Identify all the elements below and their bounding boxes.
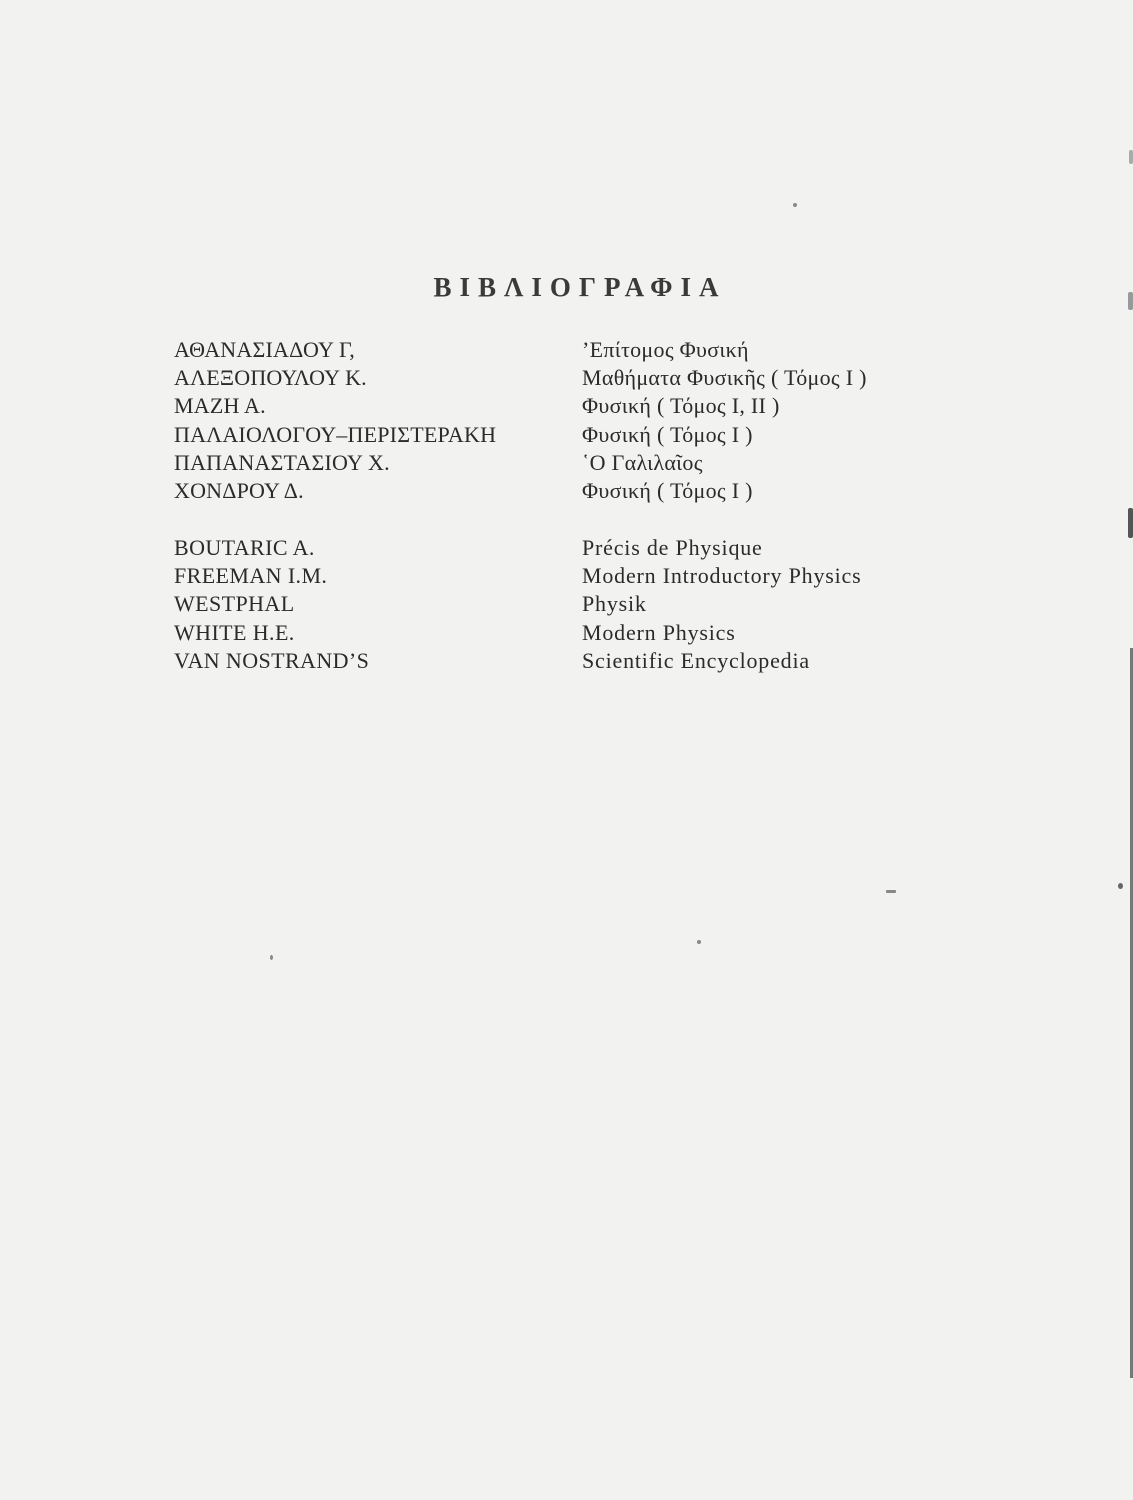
page-heading: ΒΙΒΛΙΟΓΡΑΦΙΑ [433, 272, 727, 302]
reference-author: WHITE H.E. [174, 619, 295, 645]
reference-title: Φυσική ( Τόμος Ι ) [582, 477, 753, 503]
reference-author: FREEMAN I.M. [174, 563, 328, 589]
reference-title: ’Επίτομος Φυσική [582, 337, 749, 362]
reference-entry [174, 336, 934, 364]
reference-entry [174, 364, 934, 392]
reference-author: ΑΛΕΞΟΠΟΥΛΟΥ Κ. [174, 365, 367, 391]
reference-title: Physik [582, 591, 647, 617]
reference-entry [174, 449, 934, 477]
reference-entry [174, 477, 934, 505]
reference-author: ΧΟΝΔΡΟΥ Δ. [174, 477, 304, 503]
reference-author: ΑΘΑΝΑΣΙΑΔΟΥ Γ, [174, 337, 355, 362]
scan-artifact [1128, 292, 1133, 310]
reference-entry [174, 562, 934, 590]
scan-artifact [1129, 150, 1133, 164]
reference-title: Précis de Physique [582, 535, 763, 560]
scan-speck [793, 203, 797, 207]
reference-title: Φυσική ( Τόμος Ι ) [582, 421, 753, 447]
reference-author: WESTPHAL [174, 591, 295, 617]
reference-title: Φυσική ( Τόμος Ι, ΙΙ ) [582, 393, 780, 419]
reference-title: ῾Ο Γαλιλαῖος [582, 449, 703, 475]
reference-title: Modern Physics [582, 619, 736, 645]
reference-author: ΜΑΖΗ Α. [174, 393, 266, 419]
reference-entry [174, 392, 934, 420]
scan-speck [1118, 883, 1123, 889]
scan-speck [270, 955, 273, 960]
reference-entry [174, 647, 934, 675]
scan-artifact [1128, 508, 1133, 538]
reference-author: ΠΑΠΑΝΑΣΤΑΣΙΟΥ Χ. [174, 449, 390, 475]
reference-title: Scientific Encyclopedia [582, 647, 810, 673]
scan-speck [886, 890, 896, 893]
reference-title: Modern Introductory Physics [582, 563, 862, 589]
scan-speck [697, 940, 701, 944]
reference-entry [174, 590, 934, 618]
reference-title: Μαθήματα Φυσικῆς ( Τόμος Ι ) [582, 365, 867, 391]
reference-entry [174, 534, 934, 562]
reference-author: VAN NOSTRAND’S [174, 647, 370, 673]
reference-entry [174, 619, 934, 647]
reference-author: ΠΑΛΑΙΟΛΟΓΟΥ–ΠΕΡΙΣΤΕΡΑΚΗ [174, 421, 497, 447]
reference-author: BOUTARIC A. [174, 535, 315, 560]
foreign-references-list [174, 534, 934, 675]
reference-entry [174, 421, 934, 449]
greek-references-list [174, 336, 934, 505]
